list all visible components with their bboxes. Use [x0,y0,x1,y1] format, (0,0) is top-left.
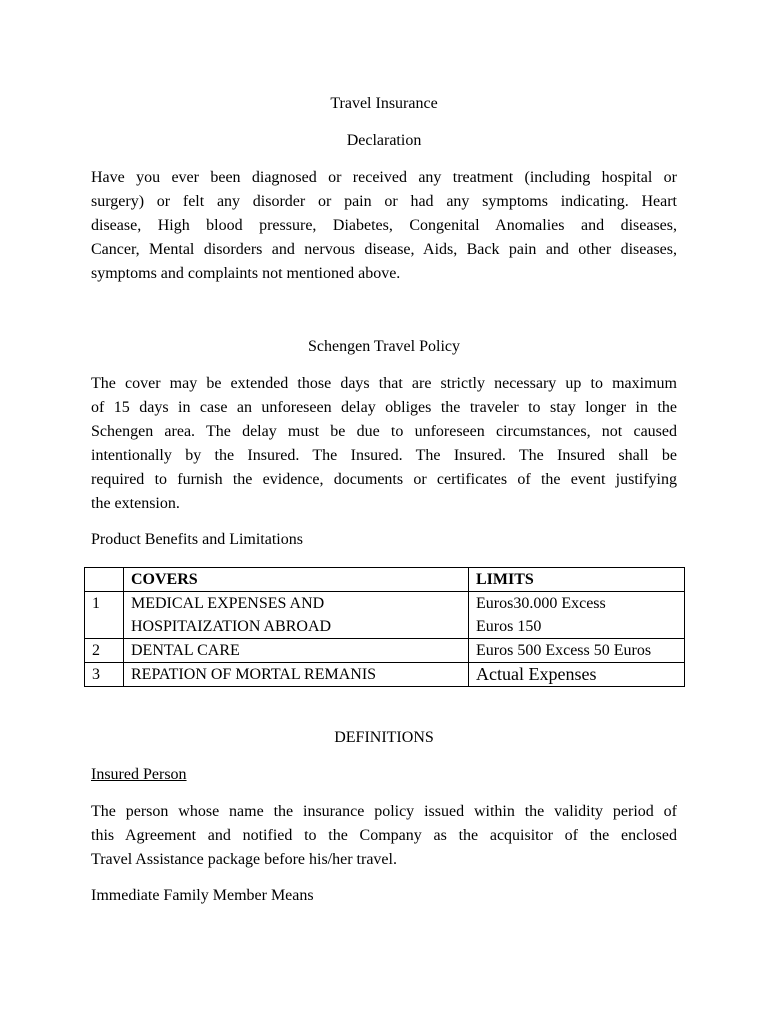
limit-line: Euros 150 [476,618,542,635]
table-row [85,592,685,639]
benefits-heading: Product Benefits and Limitations [91,531,303,548]
paragraph-line: this Agreement and notified to the Company as the acquisitor of the enclosed [91,827,677,844]
limit-cell [469,663,685,687]
paragraph-line: surgery) or felt any disorder or pain or had any symptoms indicating. Heart [91,193,677,210]
table-header-row [85,568,685,592]
header-cell-covers: COVERS [124,568,469,592]
limit-line: Euros30.000 Excess [476,595,606,612]
paragraph-line: The person whose name the insurance policy issued within the validity period of [91,803,677,820]
row-number: 3 [85,663,124,687]
schengen-paragraph [91,372,677,516]
paragraph-line: intentionally by the Insured. The Insured. The Insured. The Insured shall be [91,447,677,464]
insured-person-paragraph [91,800,677,872]
cover-line: REPATION OF MORTAL REMANIS [131,666,377,683]
paragraph-line: disease, High blood pressure, Diabetes, Congenital Anomalies and diseases, [91,217,677,234]
definitions-heading: DEFINITIONS [334,729,434,746]
cover-cell [124,663,469,687]
cover-cell [124,592,469,639]
table-row [85,639,685,663]
paragraph-line: the extension. [91,495,180,512]
row-number: 1 [85,592,124,639]
limit-cell [469,592,685,639]
row-number: 2 [85,639,124,663]
insured-person-heading: Insured Person [91,766,187,783]
paragraph-line: of 15 days in case an unforeseen delay obliges the traveler to stay longer in the [91,399,677,416]
paragraph-line: Schengen area. The delay must be due to unforeseen circumstances, not caused [91,423,677,440]
header-cell-number [85,568,124,592]
benefits-table [84,567,685,687]
limit-line: Actual Expenses [476,664,597,684]
paragraph-line: Cancer, Mental disorders and nervous disease, Aids, Back pain and other diseases, [91,241,677,258]
paragraph-line: symptoms and complaints not mentioned above. [91,265,401,282]
paragraph-line: The cover may be extended those days that are strictly necessary up to maximum [91,375,677,392]
cover-line: DENTAL CARE [131,642,240,659]
declaration-heading: Declaration [346,132,422,149]
paragraph-line: required to furnish the evidence, documents or certificates of the event justifying [91,471,677,488]
family-member-heading: Immediate Family Member Means [91,887,314,904]
declaration-paragraph [91,166,677,286]
header-cell-limits: LIMITS [469,568,685,592]
limit-line: Euros 500 Excess 50 Euros [476,642,652,659]
cover-cell [124,639,469,663]
table-row [85,663,685,687]
schengen-heading: Schengen Travel Policy [308,338,460,355]
cover-line: MEDICAL EXPENSES AND [131,595,325,612]
cover-line: HOSPITAIZATION ABROAD [131,618,332,635]
document-title: Travel Insurance [330,95,438,112]
limit-cell [469,639,685,663]
paragraph-line: Travel Assistance package before his/her travel. [91,851,397,868]
paragraph-line: Have you ever been diagnosed or received any treatment (including hospital or [91,169,677,186]
